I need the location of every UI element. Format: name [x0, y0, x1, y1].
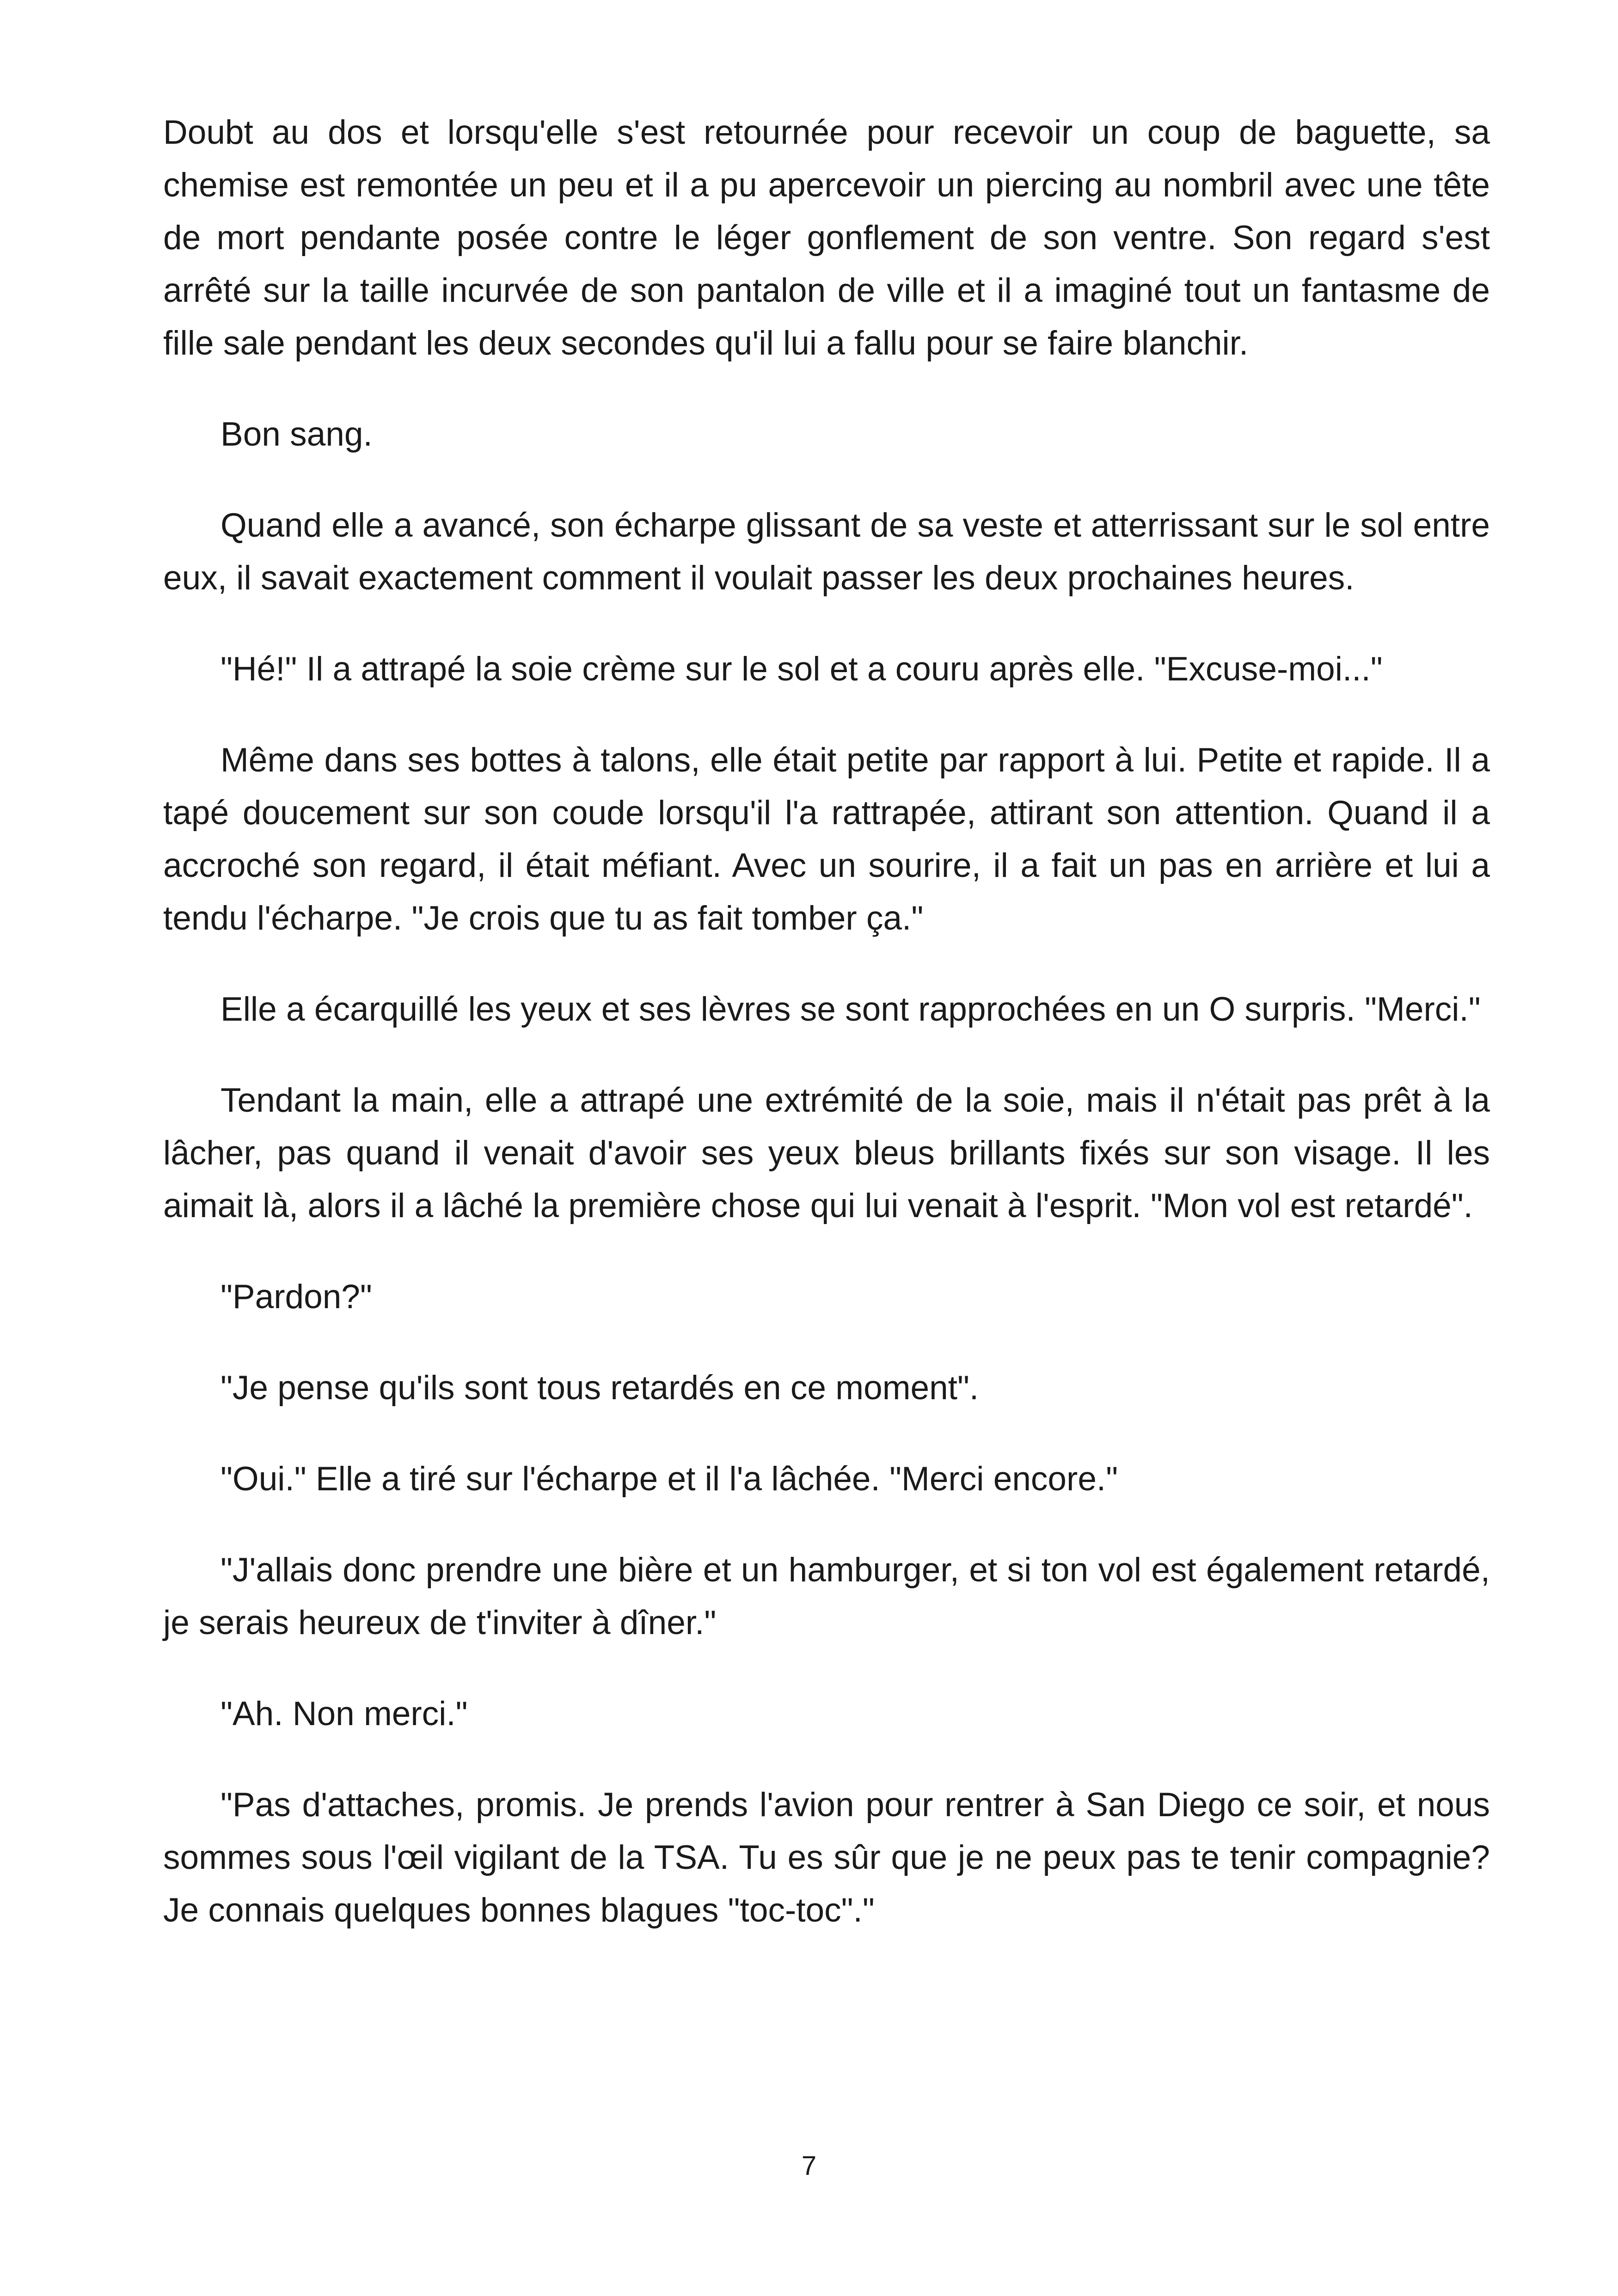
paragraph: "Pas d'attaches, promis. Je prends l'avion pour rentrer à San Diego ce soir, et nous sommes sous l'œil vigilant de la TSA. Tu es sûr que je ne peux pas te tenir compagnie? Je connais quelques bonnes blagues "toc-toc"." — [163, 1786, 1490, 1929]
paragraph: Doubt au dos et lorsqu'elle s'est retournée pour recevoir un coup de baguette, sa chemise est remontée un peu et il a pu apercevoir un piercing au nombril avec une tête de mort pendante posée contre le léger gonflement de son ventre. Son regard s'est arrêté sur la taille incurvée de son pantalon de ville et il a imaginé tout un fantasme de fille sale pendant les deux secondes qu'il lui a fallu pour se faire blanchir. — [163, 114, 1490, 362]
page-number: 7 — [801, 2151, 817, 2181]
paragraph: "Pardon?" — [221, 1278, 372, 1316]
paragraph: "Hé!" Il a attrapé la soie crème sur le sol et a couru après elle. "Excuse-moi..." — [221, 650, 1383, 688]
paragraph: Quand elle a avancé, son écharpe glissant de sa veste et atterrissant sur le sol entre eux, il savait exactement comment il voulait passer les deux prochaines heures. — [163, 507, 1490, 597]
paragraph: "Ah. Non merci." — [221, 1695, 468, 1733]
paragraph: Bon sang. — [221, 416, 373, 453]
paragraph: Tendant la main, elle a attrapé une extrémité de la soie, mais il n'était pas prêt à la lâcher, pas quand il venait d'avoir ses yeux bleus brillants fixés sur son visage. Il les aimait là, alors il a lâché la première chose qui lui venait à l'esprit. "Mon vol est retardé". — [163, 1082, 1490, 1225]
paragraph: Elle a écarquillé les yeux et ses lèvres se sont rapprochées en un O surpris. "Merci." — [221, 991, 1481, 1028]
paragraph: "Oui." Elle a tiré sur l'écharpe et il l'a lâchée. "Merci encore." — [221, 1460, 1118, 1498]
paragraph: "J'allais donc prendre une bière et un hamburger, et si ton vol est également retardé, je serais heureux de t'inviter à dîner." — [163, 1551, 1490, 1641]
paragraph: Même dans ses bottes à talons, elle était petite par rapport à lui. Petite et rapide. Il a tapé doucement sur son coude lorsqu'il l'a rattrapée, attirant son attention. Quand il a accroché son regard, il était méfiant. Avec un sourire, il a fait un pas en arrière et lui a tendu l'écharpe. "Je crois que tu as fait tomber ça." — [163, 741, 1490, 937]
document-body — [163, 106, 1490, 1975]
paragraph: "Je pense qu'ils sont tous retardés en ce moment". — [221, 1369, 979, 1407]
